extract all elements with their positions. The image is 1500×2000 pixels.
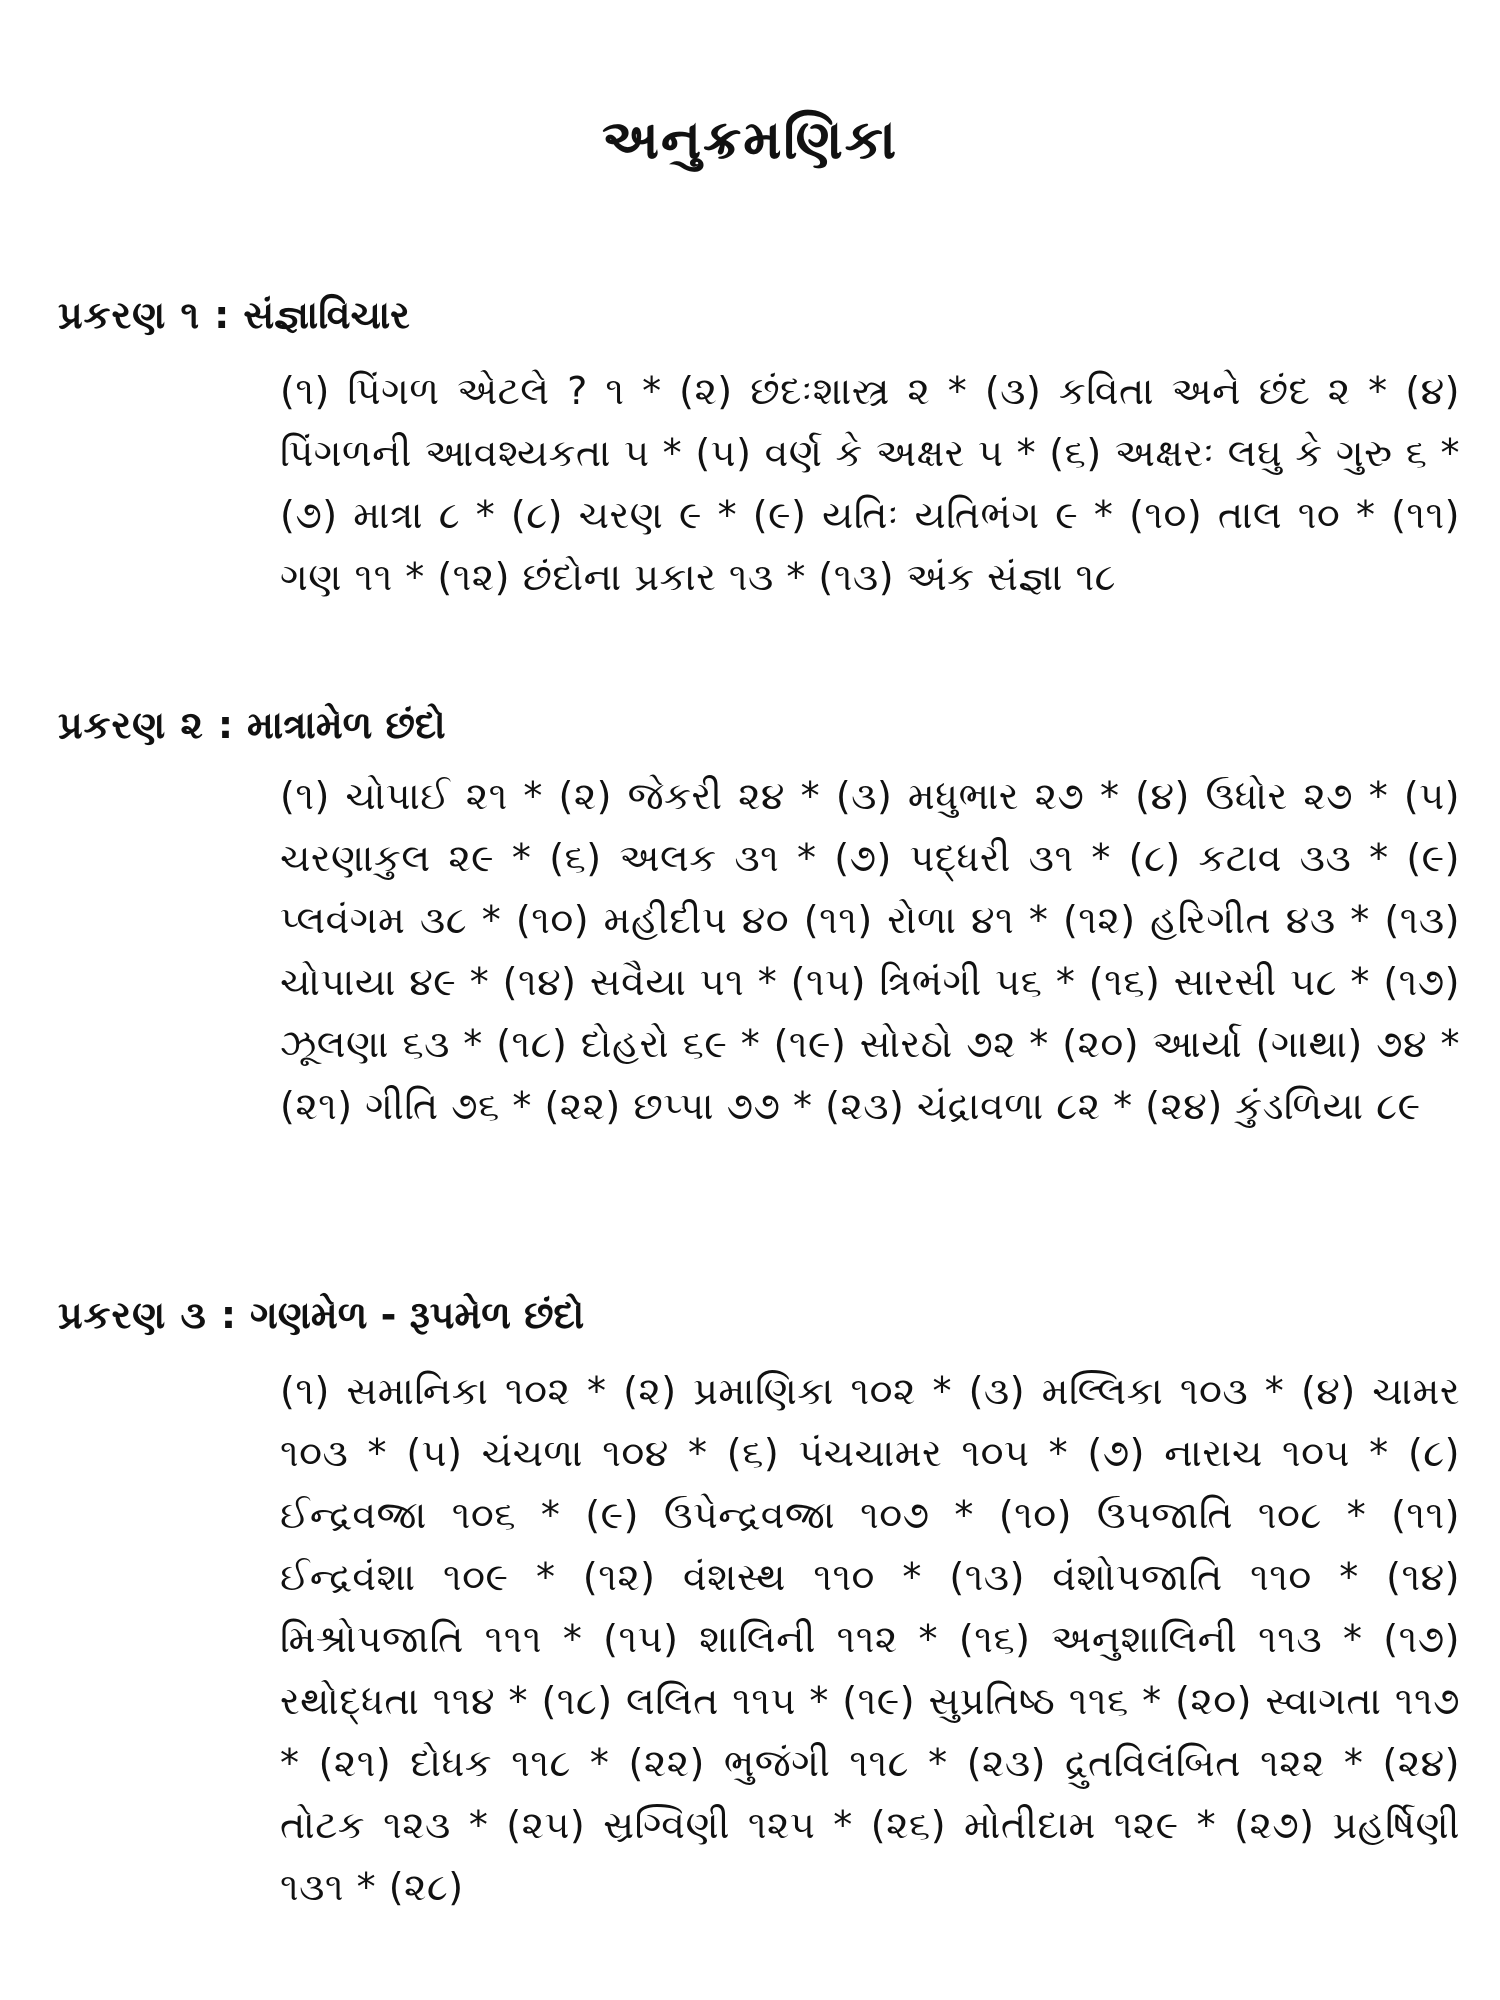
chapter-3-contents: (૧) સમાનિકા ૧૦૨ * (૨) પ્રમાણિકા ૧૦૨ * (૩) મલ્લિકા ૧૦૩ * (૪) ચામર ૧૦૩ * (૫) ચંચળા ૧૦૪ * (૬) પંચચામર ૧૦૫ * (૭) નારાચ ૧૦૫ * (૮) ઈન્દ્રવજ્રા ૧૦૬ * (૯) ઉપેન્દ્રવજ્રા ૧૦૭ * (૧૦) ઉપજાતિ ૧૦૮ * (૧૧) ઈન્દ્રવંશા ૧૦૯ * (૧૨) વંશસ્થ ૧૧૦ * (૧૩) વંશોપજાતિ ૧૧૦ * (૧૪) મિશ્રોપજાતિ ૧૧૧ * (૧૫) શાલિની ૧૧૨ * (૧૬) અનુશાલિની ૧૧૩ * (૧૭) રથોદ્ધતા ૧૧૪ * (૧૮) લલિત ૧૧૫ * (૧૯) સુપ્રતિષ્ઠ ૧૧૬ * (૨૦) સ્વાગતા ૧૧૭ * (૨૧) દોધક ૧૧૮ * (૨૨) ભુજંગી ૧૧૮ * (૨૩) દ્રુતવિલંબિત ૧૨૨ * (૨૪) તોટક ૧૨૩ * (૨૫) સ્રગ્વિણી ૧૨૫ * (૨૬) મોતીદામ ૧૨૯ * (૨૭) પ્રહર્ષિણી ૧૩૧ * (૨૮) [280, 1369, 1460, 1909]
chapter-1-label: પ્રકરણ ૧ [58, 293, 201, 337]
chapter-1-separator: : [214, 293, 230, 337]
chapter-2-contents: (૧) ચોપાઈ ૨૧ * (૨) જેકરી ૨૪ * (૩) મધુભાર ૨૭ * (૪) ઉધોર ૨૭ * (૫) ચરણાકુલ ૨૯ * (૬) અલક ૩૧ * (૭) પદ્ધરી ૩૧ * (૮) કટાવ ૩૩ * (૯) પ્લવંગમ ૩૮ * (૧૦) મહીદીપ ૪૦ (૧૧) રોળા ૪૧ * (૧૨) હરિગીત ૪૩ * (૧૩) ચોપાયા ૪૯ * (૧૪) સવૈયા ૫૧ * (૧૫) ત્રિભંગી ૫૬ * (૧૬) સારસી ૫૮ * (૧૭) ઝૂલણા ૬૩ * (૧૮) દોહરો ૬૯ * (૧૯) સોરઠો ૭૨ * (૨૦) આર્યા (ગાથા) ૭૪ * (૨૧) ગીતિ ૭૬ * (૨૨) છપ્પા ૭૭ * (૨૩) ચંદ્રાવળા ૮૨ * (૨૪) કુંડળિયા ૮૯ [280, 774, 1460, 1128]
chapter-1-name: સંજ્ઞાવિચાર [243, 293, 410, 337]
chapter-2-separator: : [217, 703, 234, 747]
chapter-3-label: પ્રકરણ ૩ [58, 1293, 207, 1337]
chapter-2-heading [58, 695, 446, 755]
chapter-3-heading [58, 1285, 584, 1345]
chapter-2-name: માત્રામેળ છંદો [247, 703, 446, 747]
page-title: અનુક્રમણિકા [601, 108, 899, 171]
chapter-1-heading [58, 285, 410, 345]
chapter-1-contents: (૧) પિંગળ એટલે ? ૧ * (૨) છંદઃશાસ્ત્ર ૨ * (૩) કવિતા અને છંદ ૨ * (૪) પિંગળની આવશ્યકતા ૫ * (૫) વર્ણ કે અક્ષર ૫ * (૬) અક્ષરઃ લઘુ કે ગુરુ ૬ * (૭) માત્રા ૮ * (૮) ચરણ ૯ * (૯) યતિઃ યતિભંગ ૯ * (૧૦) તાલ ૧૦ * (૧૧) ગણ ૧૧ * (૧૨) છંદોના પ્રકાર ૧૩ * (૧૩) અંક સંજ્ઞા ૧૮ [280, 369, 1460, 599]
chapter-3-separator: : [220, 1293, 237, 1337]
chapter-3-name: ગણમેળ - રૂપમેળ છંદો [250, 1293, 585, 1337]
chapter-2-label: પ્રકરણ ૨ [58, 703, 204, 747]
